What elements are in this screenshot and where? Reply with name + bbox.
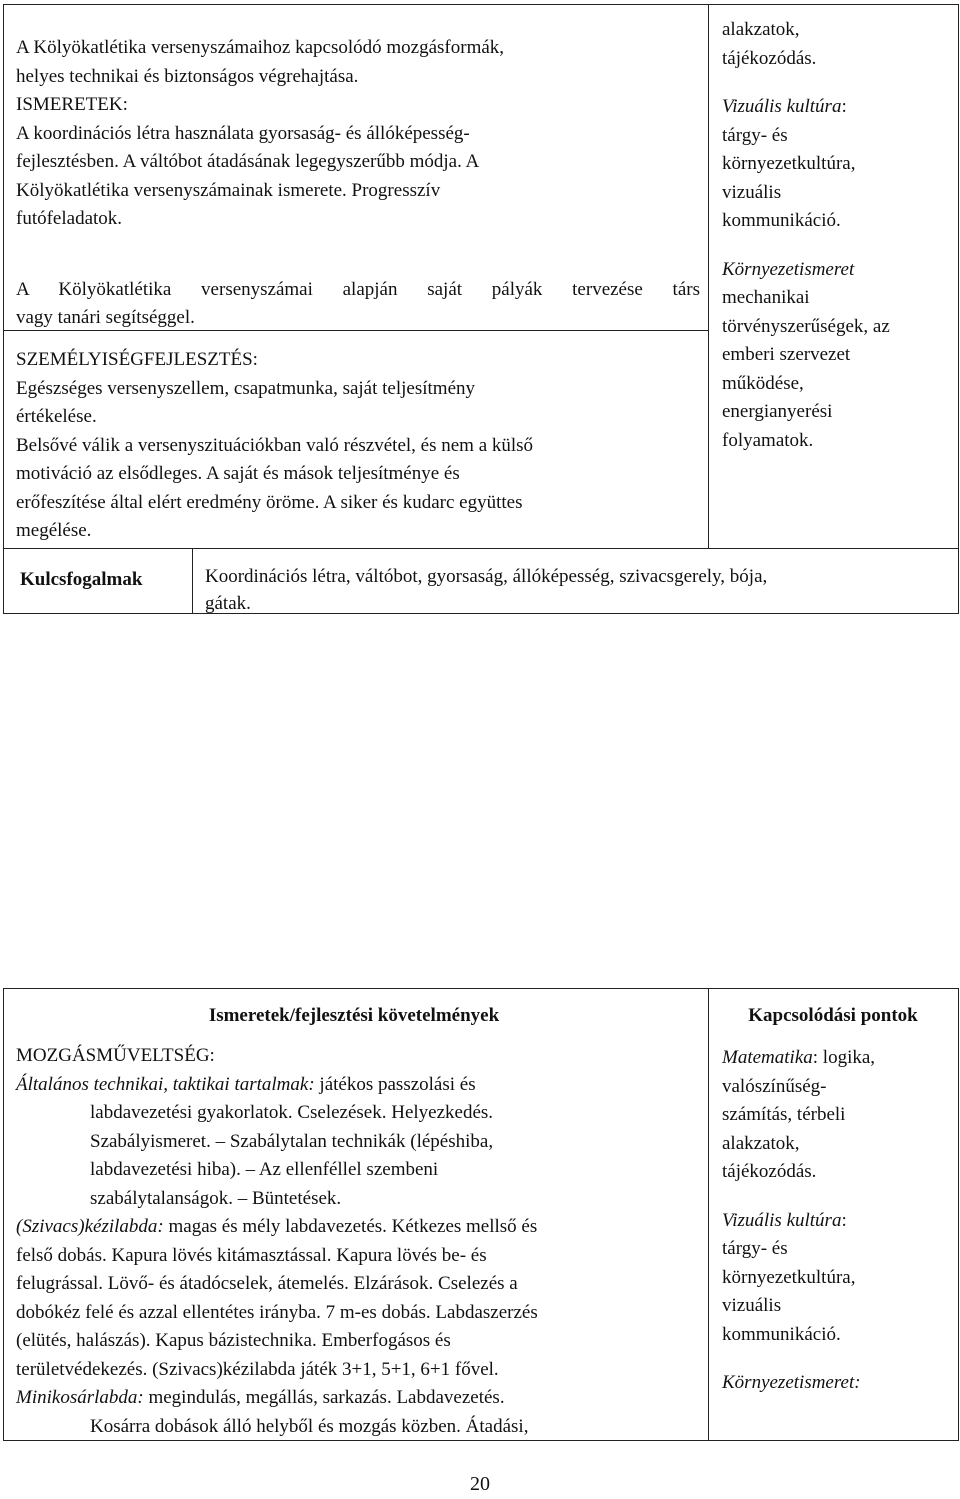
kezilabda-label: (Szivacs)kézilabda: bbox=[16, 1216, 164, 1237]
szemelyiseg-line: erőfeszítése által elért eredmény öröme. A siker és kudarc együttes bbox=[16, 491, 523, 513]
kapcsolodas-line: környezetkultúra, bbox=[722, 153, 856, 174]
kapcsolodas-line: működése, bbox=[722, 372, 804, 394]
kezilabda-line: (elütés, halászás). Kapus bázistechnika. Emberfogásos és bbox=[16, 1330, 451, 1351]
szemelyiseg-line: motiváció az elsődleges. A saját és mások teljesítménye és bbox=[16, 463, 460, 484]
table2-column-divider bbox=[708, 988, 709, 1441]
szemelyiseg-line: megélése. bbox=[16, 520, 92, 541]
kezilabda-line: felugrással. Lövő- és átadócselek, átemelés. Elzárások. Cselezés a bbox=[16, 1273, 518, 1294]
table2-header-left: Ismeretek/fejlesztési követelmények bbox=[208, 1005, 500, 1026]
kezilabda-line: dobókéz felé és azzal ellentétes irányba. 7 m-es dobás. Labdaszerzés bbox=[16, 1301, 538, 1323]
intro-line-1: A Kölyökatlétika versenyszámaihoz kapcsolódó mozgásformák, bbox=[16, 37, 505, 58]
vizualis-kultura-label: Vizuális kultúra bbox=[722, 1209, 842, 1231]
table1-kulcs-divider bbox=[3, 548, 959, 549]
kulcsfogalmak-label: Kulcsfogalmak bbox=[20, 569, 143, 590]
kezilabda-line bbox=[16, 1213, 700, 1242]
altalanos-line: labdavezetési hiba). – Az ellenféllel szembeni bbox=[90, 1159, 439, 1180]
kulcsfogalmak-line: gátak. bbox=[205, 593, 251, 614]
table2-left-border bbox=[3, 988, 4, 1441]
minikosar-text: megindulás, megállás, sarkazás. Labdavezetés. bbox=[143, 1387, 505, 1408]
kezilabda-text: magas és mély labdavezetés. Kétkezes mellső és bbox=[163, 1216, 538, 1237]
kulcsfogalmak-line: Koordinációs létra, váltóbot, gyorsaság, állóképesség, szivacsgerely, bója, bbox=[205, 566, 768, 587]
altalanos-line: labdavezetési gyakorlatok. Cselezések. Helyezkedés. bbox=[90, 1102, 494, 1123]
altalanos-line: Szabályismeret. – Szabálytalan technikák (lépéshiba, bbox=[90, 1130, 494, 1152]
vizualis-kultura-label: Vizuális kultúra bbox=[722, 96, 842, 117]
intro-line-2: helyes technikai és biztonságos végrehajtása. bbox=[16, 65, 359, 87]
matematika-text: : logika, bbox=[812, 1047, 876, 1068]
table2-header-right: Kapcsolódási pontok bbox=[748, 1005, 918, 1026]
palya-line: A Kölyökatlétika versenyszámai alapján saját pályák tervezése társ bbox=[16, 279, 700, 300]
kezilabda-line: területvédekezés. (Szivacs)kézilabda játék 3+1, 5+1, 6+1 fővel. bbox=[16, 1358, 499, 1380]
minikosar-label: Minikosárlabda: bbox=[16, 1387, 144, 1408]
kapcsolodas-line: számítás, térbeli bbox=[722, 1104, 846, 1125]
kapcsolodas-line: kommunikáció. bbox=[722, 1323, 841, 1345]
vizualis-kultura-entry: Vizuális kultúra: bbox=[722, 1209, 847, 1231]
kapcsolodas-line: alakzatok, bbox=[722, 1132, 800, 1154]
kulcsfogalmak-content bbox=[205, 563, 950, 617]
kapcsolodas-line: tárgy- és bbox=[722, 124, 788, 146]
kapcsolodas-line: kommunikáció. bbox=[722, 210, 841, 231]
table1-right-border bbox=[958, 4, 959, 614]
kapcsolodas-line: törvényszerűségek, az bbox=[722, 315, 890, 337]
vizualis-kultura-entry: Vizuális kultúra: bbox=[722, 96, 847, 117]
ismeretek-line: A koordinációs létra használata gyorsaság- és állóképesség- bbox=[16, 122, 470, 144]
minikosar-line bbox=[16, 1384, 700, 1413]
table1-left-border bbox=[3, 4, 4, 614]
table1-palya-content bbox=[16, 276, 700, 332]
matematika-entry bbox=[722, 1044, 954, 1073]
matematika-label: Matematika bbox=[722, 1047, 813, 1068]
kapcsolodas-line: emberi szervezet bbox=[722, 344, 851, 365]
palya-line: vagy tanári segítséggel. bbox=[16, 307, 195, 328]
kornyezetismeret-label: Környezetismeret: bbox=[722, 1372, 861, 1393]
ismeretek-line: fejlesztésben. A váltóbot átadásának legegyszerűbb módja. A bbox=[16, 151, 480, 172]
ismeretek-line: futófeladatok. bbox=[16, 208, 123, 229]
szemelyiseg-line: értékelése. bbox=[16, 406, 97, 427]
szemelyiseg-line: Belsővé válik a versenyszituációkban való részvétel, és nem a külső bbox=[16, 434, 534, 456]
kapcsolodas-line: tájékozódás. bbox=[722, 47, 817, 69]
kapcsolodas-line: tájékozódás. bbox=[722, 1161, 817, 1182]
table1-column-divider bbox=[708, 4, 709, 549]
kapcsolodas-line: energianyerési bbox=[722, 401, 833, 422]
kapcsolodas-line: valószínűség- bbox=[722, 1075, 827, 1097]
kapcsolodas-line: alakzatok, bbox=[722, 19, 800, 40]
kornyezetismeret-label: Környezetismeret bbox=[722, 258, 855, 280]
table2-top-border bbox=[3, 988, 959, 989]
table2-right-border bbox=[958, 988, 959, 1441]
kapcsolodas-line: környezetkultúra, bbox=[722, 1266, 856, 1288]
szemelyiseg-heading: SZEMÉLYISÉGFEJLESZTÉS: bbox=[16, 349, 258, 370]
ismeretek-line: Kölyökatlétika versenyszámainak ismerete. Progresszív bbox=[16, 179, 441, 201]
table1-kulcs-column-divider bbox=[192, 548, 193, 614]
table2-right-content bbox=[722, 1044, 954, 1398]
table2-left-content bbox=[16, 1042, 700, 1441]
kapcsolodas-line: mechanikai bbox=[722, 287, 810, 308]
szemelyiseg-line: Egészséges versenyszellem, csapatmunka, saját teljesítmény bbox=[16, 377, 476, 399]
page-number: 20 bbox=[470, 1473, 490, 1495]
kapcsolodas-line: vizuális bbox=[722, 181, 782, 203]
table1-left-content bbox=[16, 34, 700, 234]
kapcsolodas-line: tárgy- és bbox=[722, 1238, 788, 1259]
minikosar-line: Kosárra dobások álló helyből és mozgás közben. Átadási, bbox=[90, 1415, 529, 1437]
kapcsolodas-line: vizuális bbox=[722, 1295, 782, 1316]
mozgasmuveltseg-heading: MOZGÁSMŰVELTSÉG: bbox=[16, 1045, 215, 1066]
ismeretek-heading: ISMERETEK: bbox=[16, 94, 128, 115]
table1-szemelyiseg-content bbox=[16, 346, 700, 546]
altalanos-line: szabálytalanságok. – Büntetések. bbox=[90, 1187, 342, 1209]
kezilabda-line: felső dobás. Kapura lövés kitámasztással. Kapura lövés be- és bbox=[16, 1244, 487, 1266]
kapcsolodas-line: folyamatok. bbox=[722, 429, 814, 451]
table1-top-border bbox=[3, 4, 959, 5]
table1-right-content bbox=[722, 16, 954, 455]
altalanos-line bbox=[16, 1071, 700, 1100]
altalanos-text: játékos passzolási és bbox=[314, 1073, 476, 1095]
altalanos-label: Általános technikai, taktikai tartalmak: bbox=[16, 1073, 315, 1095]
